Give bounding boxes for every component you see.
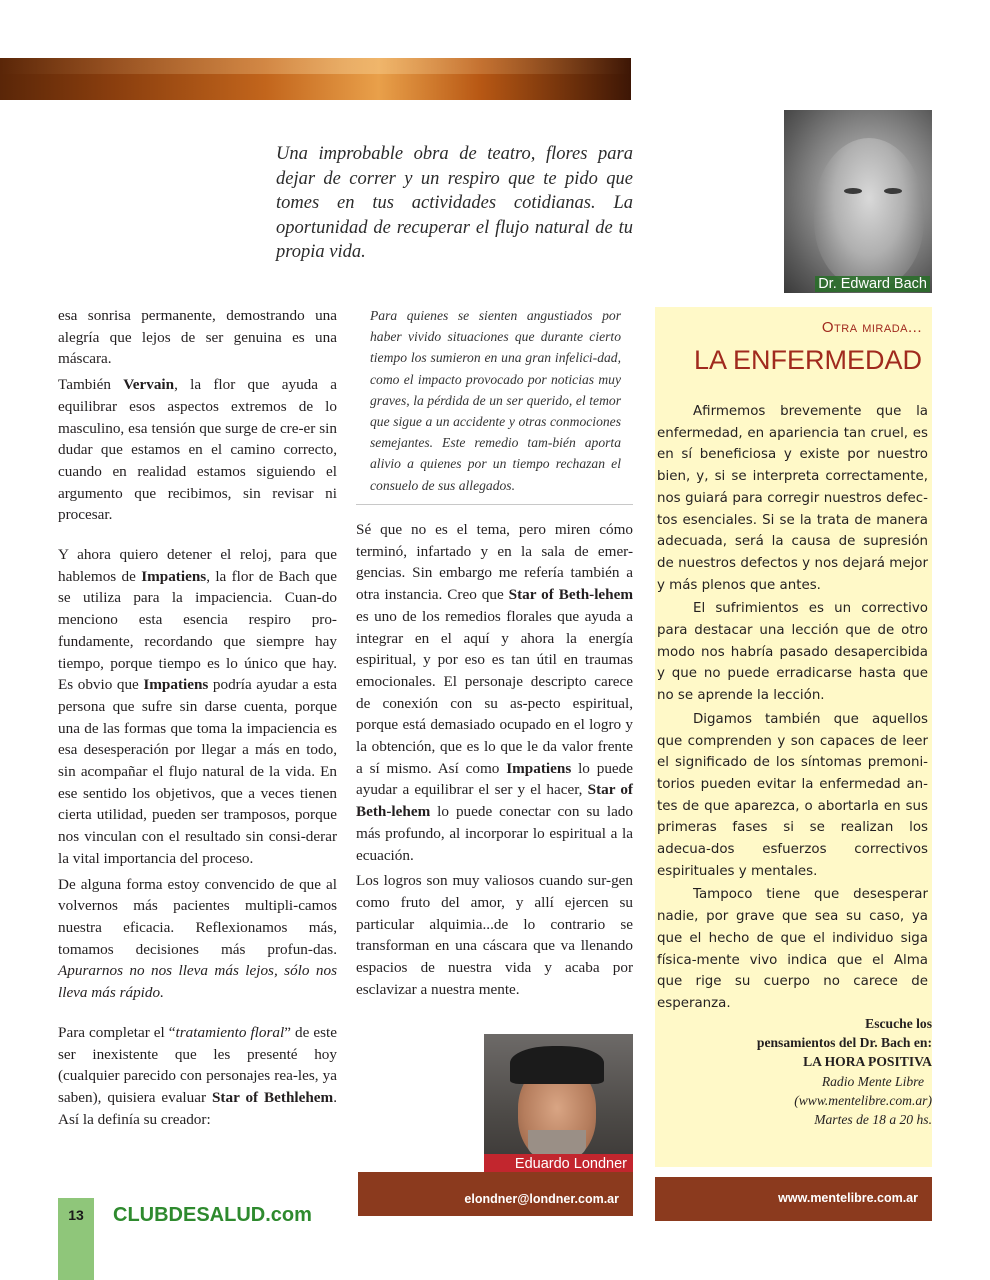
sidebar-paragraph: Digamos también que aquellos que comprenden y son capaces de leer el significado de los síntomas premoni-torios pueden evitar la enfermedad an-tes de que aparezca, o abortarla en sus primeras fases si se realizan los adecua-dos esfuerzos correctivos espirituales y mentales. [657, 711, 928, 879]
sidebar-website-link[interactable]: www.mentelibre.com.ar [778, 1191, 918, 1205]
flower-name: Impatiens [143, 676, 209, 694]
article-column-1 [58, 305, 337, 1134]
magazine-brand: CLUBDESALUD.com [113, 1204, 312, 1226]
sidebar-paragraph: El sufrimientos es un correctivo para destacar una lección que de otro modo nos habría pasado desapercibida y que no puede erradicarse hasta que no se aprende la lección. [657, 601, 928, 704]
flower-name: Impatiens [141, 567, 207, 585]
emphasis: Apurarnos no nos lleva más lejos, sólo nos lleva más rápido. [58, 962, 337, 1002]
promo-line: Escuche los [865, 1016, 932, 1031]
radio-station: Radio Mente Libre [821, 1073, 924, 1089]
divider [356, 504, 633, 505]
paragraph: De alguna forma estoy convencido de que al volvernos más pacientes multipli-camos nuestra eficacia. Reflexionamos más, tomamos decisiones más profun-das. Apurarnos no nos lleva más lejos, sólo nos lleva más rápido. [58, 875, 337, 1002]
emphasis: tratamiento floral [175, 1023, 285, 1041]
radio-promo [692, 1014, 932, 1129]
intro-lead: Una improbable obra de teatro, flores para dejar de correr y un respiro que te pido que tomes en tus actividades cotidianas. La oportunidad de recuperar el flujo natural de tu propia vida. [276, 144, 633, 262]
paragraph: Sé que no es el tema, pero miren cómo terminó, infartado y en la sala de emer-gencias. Sin embargo me refería también a otra instancia. Creo que Star of Beth-lehem es uno de los remedios florales que ayuda a integrar en el aquí y ahora la energía espiritual, y por eso es tan útil en traumas emocionales. El personaje descripto carece de conexión con su as-pecto espiritual, porque está demasiado ocupado en el logro y la obtención, que es lo que le da valor frente a sí mismo. Así como Impatiens lo puede ayudar a equilibrar el ser y el hacer, Star of Beth-lehem lo puede conectar con su lado más profundo, al incorporar lo espiritual a la ecuación. [356, 521, 634, 864]
bach-eye-left [844, 188, 862, 194]
sidebar-footer-bar [655, 1177, 932, 1221]
sidebar-box [655, 307, 932, 1167]
radio-url: (www.mentelibre.com.ar) [794, 1092, 932, 1108]
paragraph: Y ahora quiero detener el reloj, para que hablemos de Impatiens, la flor de Bach que se utiliza para la impaciencia. Cuan-do menciono esta esencia respiro pro-fundamente, recordando que siempre hay tiempo, porque tiempo es lo único que hay. Es obvio que Impatiens podría ayudar a esta persona que sufre sin darse cuenta, porque una de las formas que toma la impaciencia es esa desesperación por llegar a más en todo, sin acompañar el flujo natural de la vida. En ese sentido los objetivos, que a veces tienen cierta utilidad, pueden ser tramposos, porque nos vinculan con el resultado sin consi-derar la vital importancia del proceso. [58, 546, 337, 867]
flower-name: Impatiens [506, 759, 572, 777]
radio-show-name: LA HORA POSITIVA [803, 1054, 932, 1070]
author-name: Eduardo Londner [514, 1156, 627, 1172]
bach-face [814, 138, 924, 288]
author-bar [358, 1172, 633, 1216]
bach-eye-right [884, 188, 902, 194]
article-column-2 [356, 519, 633, 1004]
flower-name: Star of Beth-lehem [356, 781, 633, 821]
bach-quote: Para quienes se sienten angustiados por haber vivido situaciones que durante cierto tiempo los sumieron en una gran infelici-dad, como el impacto provocado por noticias muy graves, la pérdida de un ser querido, el temor que sigue a un accidente y otras conmociones semejantes. Este remedio tam-bién aporta alivio a quienes por un tiempo rechazan el consuelo de sus allegados. [370, 308, 621, 493]
paragraph: También Vervain, la flor que ayuda a equilibrar esos aspectos extremos de lo masculino, esa tensión que surge de cre-er sin dudar que estamos en el camino correcto, cuando en realidad estamos siguiendo el argumento que recibimos, sin revisar ni procesar. [58, 376, 338, 524]
sidebar-title: LA ENFERMEDAD [693, 345, 922, 375]
page-number: 13 [68, 1207, 84, 1223]
flower-name: Vervain [123, 376, 175, 394]
bach-portrait [784, 110, 932, 293]
author-cap [510, 1046, 604, 1084]
sidebar-paragraph: Afirmemos brevemente que la enfermedad, en apariencia tan cruel, es en sí beneficiosa y existe por nuestro bien, y, si se interpreta correctamente, nos guiará para corregir nuestros defec-tos esenciales. Si se la trata de manera adecuada, será la causa de supresión de nuestros defectos y nos dejará mejor y más plenos que antes. [657, 404, 928, 593]
promo-line: pensamientos del Dr. Bach en: [756, 1035, 932, 1051]
author-photo [484, 1034, 633, 1172]
sidebar-kicker: Otra mirada... [821, 319, 922, 336]
radio-schedule: Martes de 18 a 20 hs. [814, 1112, 932, 1128]
flower-name: Star of Bethlehem [211, 1088, 334, 1106]
flower-name: Star of Beth-lehem [508, 586, 634, 604]
header-banner [0, 58, 631, 100]
sidebar-body [657, 401, 928, 1017]
paragraph: esa sonrisa permanente, demostrando una alegría que lejos de ser genuina es una máscara. [58, 307, 337, 368]
paragraph: Para completar el “tratamiento floral” de este ser inexistente que les presenté hoy (cualquier parecido con personajes rea-les, ya saben), quisiera evaluar Star of Bethlehem. Así la definía su creador: [58, 1023, 337, 1128]
sidebar-paragraph: Tampoco tiene que desesperar nadie, por grave que sea su caso, ya que el hecho de que el individuo siga física-mente vivo indica que el Alma que rige su cuerpo no carece de esperanza. [657, 887, 928, 1011]
bach-caption: Dr. Edward Bach [815, 276, 930, 292]
author-email[interactable]: elondner@londner.com.ar [464, 1192, 619, 1206]
paragraph: Los logros son muy valiosos cuando sur-gen como fruto del amor, y allí ejercen su particular alquimia...de lo contrario se transforman en una cáscara que va llenando espacios de nuestra vida y acaba por esclavizar a nuestra mente. [356, 872, 633, 998]
